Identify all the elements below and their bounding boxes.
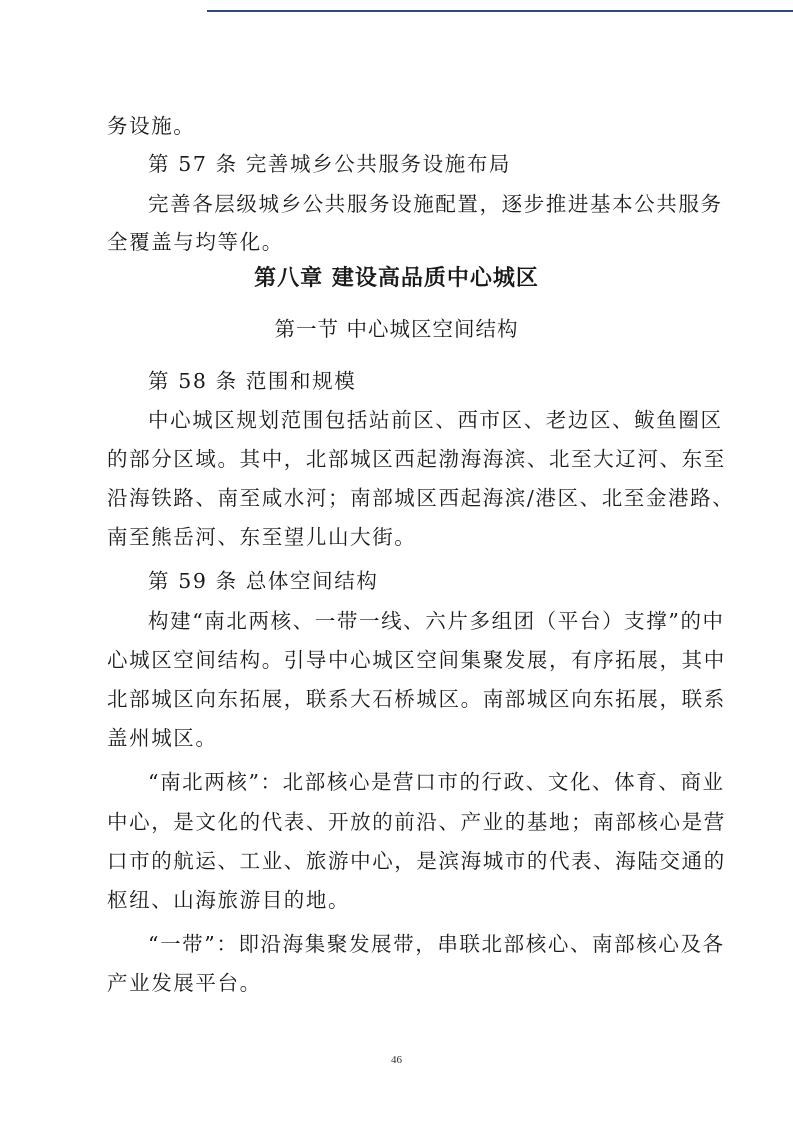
article-59-line-4: 盖州城区。 xyxy=(107,726,218,750)
article-59-line-3: 北部城区向东拓展，联系大石桥城区。南部城区向东拓展，联系 xyxy=(107,687,726,711)
one-belt-line-1: “一带”：即沿海集聚发展带，串联北部核心、南部核心及各 xyxy=(148,932,725,956)
article-57-line-1: 完善各层级城乡公共服务设施配置，逐步推进基本公共服务 xyxy=(148,192,723,216)
article-57-line-2: 全覆盖与均等化。 xyxy=(107,230,284,254)
two-cores-line-2: 中心，是文化的代表、开放的前沿、产业的基地；南部核心是营 xyxy=(107,810,726,834)
section-title: 第一节 中心城区空间结构 xyxy=(274,317,519,341)
two-cores-line-1: “南北两核”：北部核心是营口市的行政、文化、体育、商业 xyxy=(148,770,725,794)
article-58-line-1: 中心城区规划范围包括站前区、西市区、老边区、鲅鱼圈区 xyxy=(148,408,723,432)
continuation-text: 务设施。 xyxy=(107,114,196,138)
article-58-line-3: 沿海铁路、南至咸水河；南部城区西起海滨/港区、北至金港路、 xyxy=(107,486,735,510)
chapter-title: 第八章 建设高品质中心城区 xyxy=(254,266,539,291)
article-59-line-2: 心城区空间结构。引导中心城区空间集聚发展，有序拓展，其中 xyxy=(107,648,726,672)
article-58-line-2: 的部分区域。其中，北部城区西起渤海海滨、北至大辽河、东至 xyxy=(107,447,726,471)
one-belt-line-2: 产业发展平台。 xyxy=(107,971,262,995)
article-58-heading: 第 58 条 范围和规模 xyxy=(148,369,357,393)
article-59-line-1: 构建“南北两核、一带一线、六片多组团（平台）支撑”的中 xyxy=(148,609,725,633)
article-58-line-4: 南至熊岳河、东至望儿山大街。 xyxy=(107,525,417,549)
two-cores-line-3: 口市的航运、工业、旅游中心，是滨海城市的代表、海陆交通的 xyxy=(107,849,726,873)
article-57-heading: 第 57 条 完善城乡公共服务设施布局 xyxy=(148,152,512,176)
article-59-heading: 第 59 条 总体空间结构 xyxy=(148,569,379,593)
page-number: 46 xyxy=(391,1054,402,1066)
header-rule xyxy=(207,10,793,12)
two-cores-line-4: 枢纽、山海旅游目的地。 xyxy=(107,888,351,912)
